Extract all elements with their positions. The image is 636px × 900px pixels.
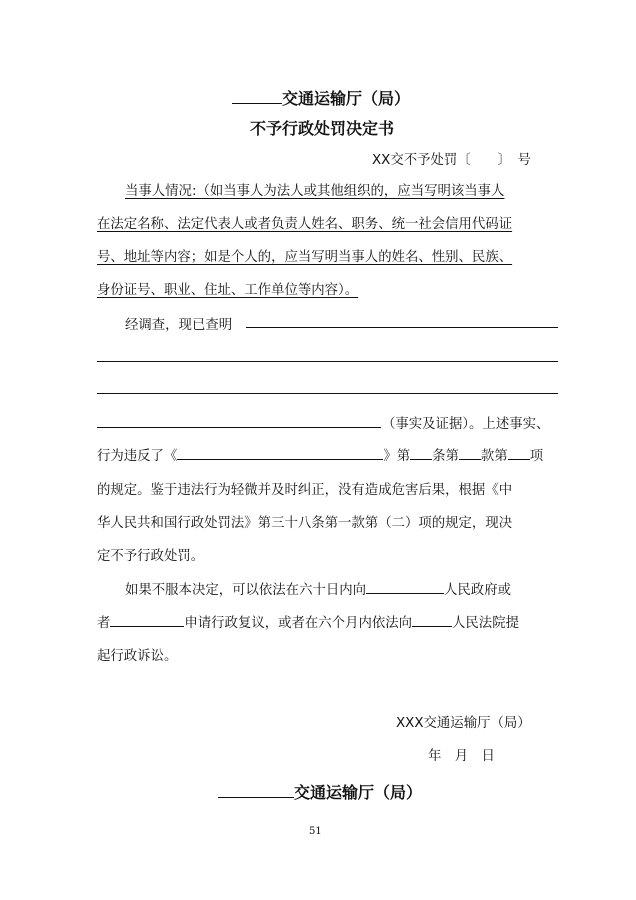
facts-blank-line-2: [97, 361, 558, 362]
review-org-blank: [110, 614, 184, 627]
party-line-1: [125, 180, 504, 199]
appeal-text-4: 申请行政复议，或者在六个月内依法向: [184, 616, 413, 631]
violation-line: [97, 445, 543, 464]
party-line-4: 身份证号、职业、住址、工作单位等内容）。: [97, 283, 359, 298]
doc-title: 不予行政处罚决定书: [250, 119, 395, 138]
footer-org-blank: [218, 785, 294, 798]
facts-blank-line-1: [246, 327, 558, 328]
doc-number: XX交不予处罚〔 〕 号: [372, 153, 531, 168]
law-name-blank: [177, 447, 383, 460]
decision-line-2: 华人民共和国行政处罚法》第三十八条第一款第（二）项的规定，现决: [97, 516, 513, 531]
facts-blank-line-4: [97, 427, 381, 428]
appeal-line-1: [125, 579, 511, 598]
violation-prefix: 行为违反了《: [97, 449, 178, 464]
investigation-lead: 经调查，现已查明: [125, 318, 233, 333]
item-label: 项: [529, 449, 544, 464]
article-blank: [410, 447, 432, 460]
appeal-line-2: [97, 612, 519, 631]
appeal-text-3: 者: [97, 616, 111, 631]
party-line-3: 号、地址等内容；如是个人的，应当写明当事人的姓名、性别、民族、: [97, 250, 513, 265]
decision-line-1: 的规定。鉴于违法行为轻微并及时纠正，没有造成危害后果，根据《中: [97, 483, 513, 498]
article-label: 条第: [432, 449, 459, 464]
footer-title-suffix: 交通运输厅（局）: [294, 783, 423, 802]
header-title: [232, 86, 410, 109]
violation-close: 》第: [383, 449, 411, 464]
court-blank: [412, 614, 452, 627]
item-blank: [508, 447, 530, 460]
party-label: 当事人情况:: [125, 184, 197, 199]
appeal-text-1: 如果不服本决定，可以依法在六十日内向: [125, 583, 367, 598]
facts-suffix: （事实及证据）。上述事实、: [382, 417, 550, 432]
footer-title: [218, 780, 422, 803]
appeal-text-5: 人民法院提: [452, 616, 519, 631]
party-text-1: （如当事人为法人或其他组织的，应当写明该当事人: [196, 184, 505, 199]
appeal-line-3: 起行政诉讼。: [97, 649, 178, 664]
page-number: 51: [309, 826, 322, 837]
header-title-suffix: 交通运输厅（局）: [282, 89, 411, 108]
org-name-blank: [232, 91, 282, 104]
signature-date: 年 月 日: [428, 749, 495, 764]
clause-label: 款第: [480, 449, 508, 464]
signature-org: XXX交通运输厅（局）: [396, 716, 531, 731]
appeal-text-2: 人民政府或: [444, 583, 511, 598]
gov-blank: [366, 581, 444, 594]
party-line-2: 在法定名称、法定代表人或者负责人姓名、职务、统一社会信用代码证: [97, 217, 513, 232]
clause-blank: [459, 447, 481, 460]
decision-line-3: 定不予行政处罚。: [97, 549, 205, 564]
facts-blank-line-3: [97, 393, 558, 394]
